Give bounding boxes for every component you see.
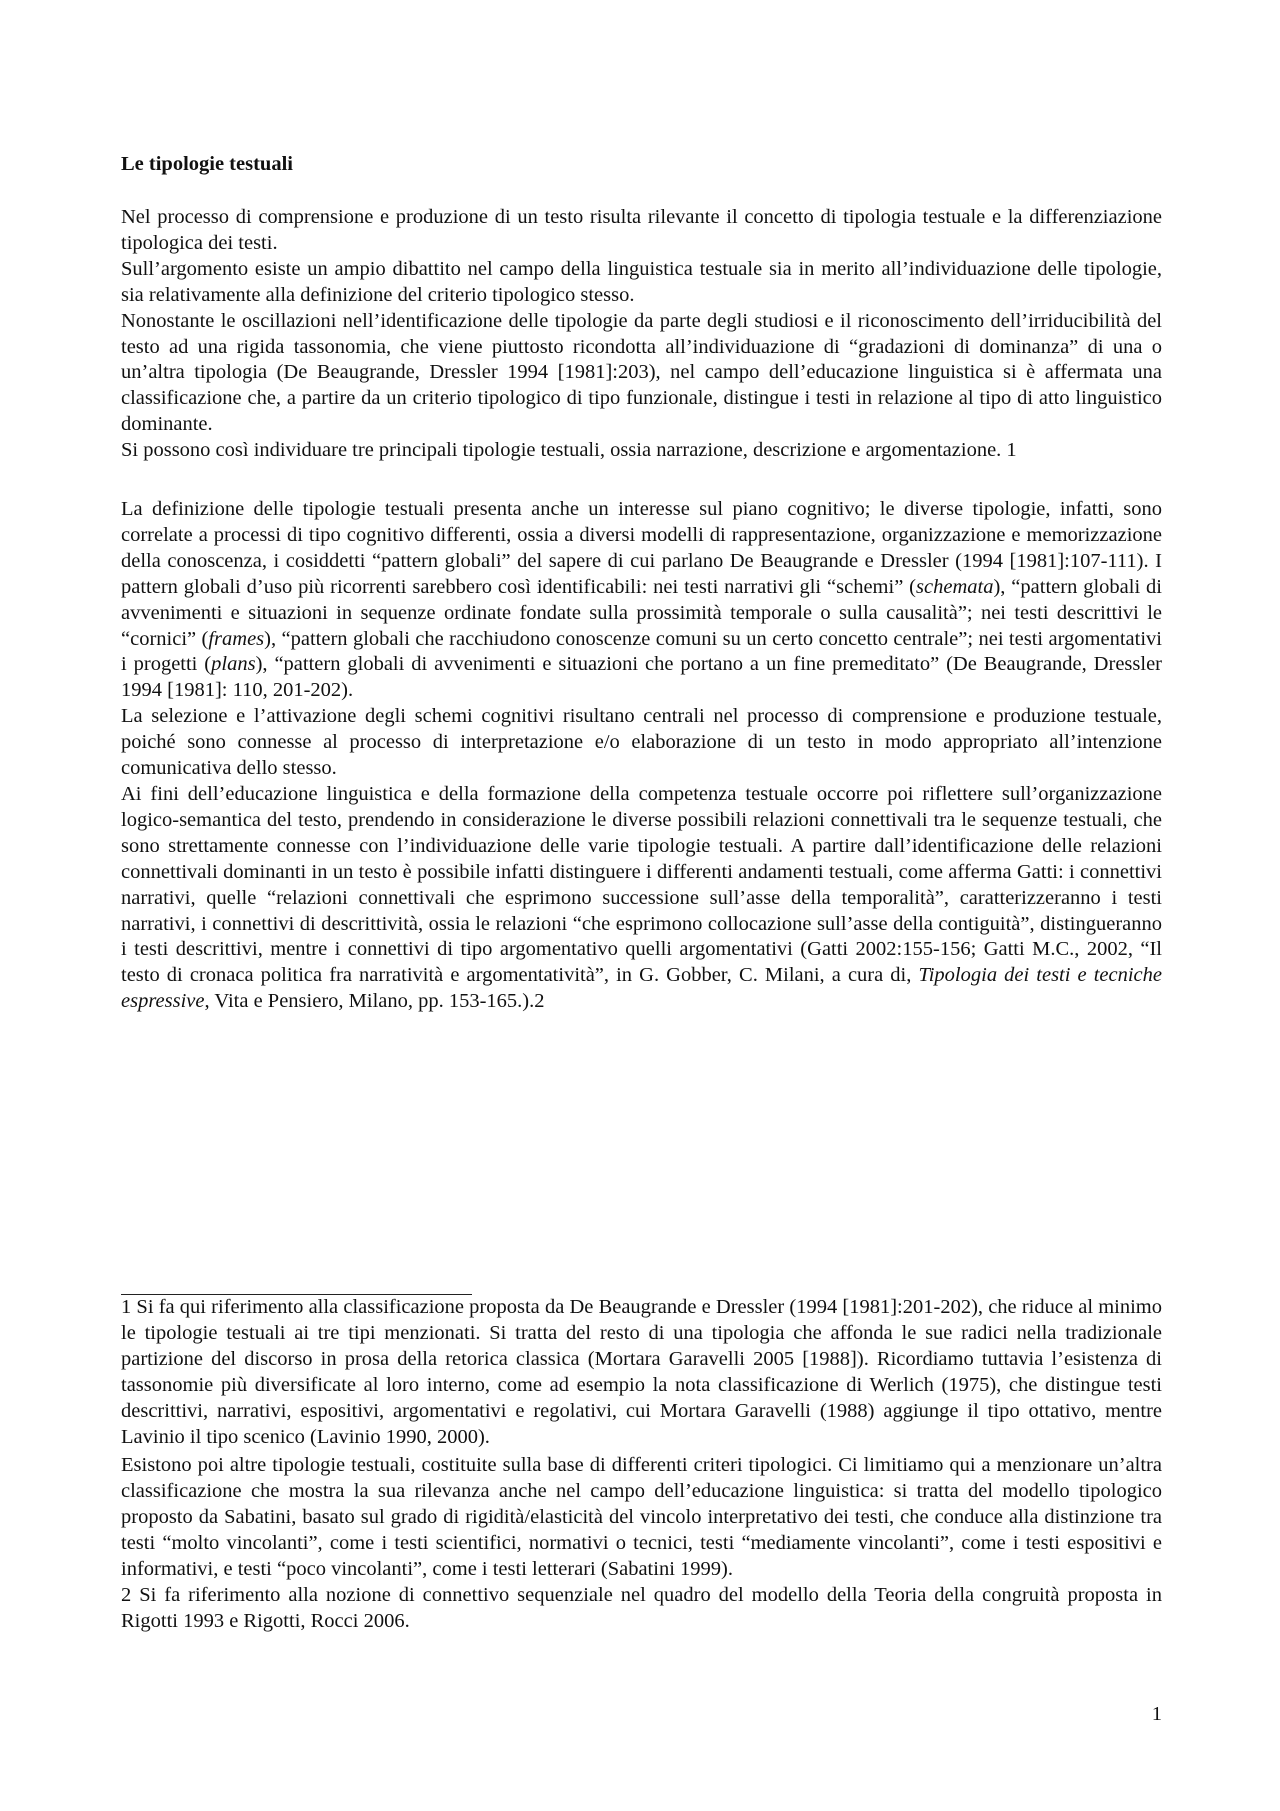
text-run: Ai fini dell’educazione linguistica e della formazione della competenza testuale occorre poi riflettere sull’organizzazione logico-semantica del testo, prendendo in considerazione le diverse possibili relazioni connettivali tra le sequenze testuali, che sono strettamente connesse con l’individuazione delle varie tipologie testuali. A partire dall’identificazione delle relazioni connettivali dominanti in un testo è possibile infatti distinguere i differenti andamenti testuali, come afferma Gatti: i connettivi narrativi, quelle “relazioni connettivali che esprimono successione sull’asse della temporalità”, caratterizzeranno i testi narrativi, i connettivi di descrittività, ossia le relazioni “che esprimono collocazione sull’asse della contiguità”, distingueranno i testi descrittivi, mentre i connettivi di tipo argomentativo quelli argomentativi (Gatti 2002:155-156; Gatti M.C., 2002, “Il testo di cronaca politica fra narratività e argomentatività”, in G. Gobber, C. Milani, a cura di,	[121, 782, 1162, 987]
section-title: Le tipologie testuali	[121, 153, 293, 175]
text-run: La definizione delle tipologie testuali presenta anche un interesse sul piano cognitivo; le diverse tipologie, infatti, sono correlate a processi di tipo cognitivo differenti, ossia a diversi modelli di rappresentazione, organizzazione e memorizzazione della conoscenza, i cosiddetti “pattern globali” del sapere di cui parlano De Beaugrande e Dressler (1994 [1981]:107-111). I pattern globali d’uso più ricorrenti sarebbero così identificabili: nei testi narrativi gli “schemi” (	[121, 498, 1162, 598]
intro-paragraph: Sull’argomento esiste un ampio dibattito nel campo della linguistica testuale sia in merito all’individuazione delle tipologie, sia relativamente alla definizione del criterio tipologico stesso.	[121, 257, 1162, 306]
intro-paragraph: Nonostante le oscillazioni nell’identificazione delle tipologie da parte degli studiosi e il riconoscimento dell’irriducibilità del testo ad una rigida tassonomia, che viene piuttosto ricondotta all’individuazione di “gradazioni di dominanza” di una o un’altra tipologia (De Beaugrande, Dressler 1994 [1981]:203), nel campo dell’educazione linguistica si è affermata una classificazione che, a partire da un criterio tipologico di tipo funzionale, distingue i testi in relazione al tipo di atto linguistico dominante.	[121, 309, 1162, 436]
italic-term-schemata: schemata	[916, 575, 994, 598]
footnote-1-continued: Esistono poi altre tipologie testuali, costituite sulla base di differenti criteri tipologici. Ci limitiamo qui a menzionare un’altra classificazione che mostra la sua rilevanza anche nel campo dell’educazione linguistica: si tratta del modello tipologico proposto da Sabatini, basato sul grado di rigidità/elasticità del vincolo interpretativo dei testi, che conduce alla distinzione tra testi “molto vincolanti”, come i testi scientifici, normativi o tecnici, testi “mediamente vincolanti”, come i testi espositivi e informativi, e testi “poco vincolanti”, come i testi letterari (Sabatini 1999).	[121, 1454, 1162, 1580]
intro-section	[121, 205, 1162, 464]
text-run: ), “pattern globali di avvenimenti e situazioni che portano a un fine premeditato” (De Beaugrande, Dressler 1994 [1981]: 110, 201-202).	[121, 653, 1162, 702]
body-paragraph-connectives	[121, 782, 1162, 1015]
body-paragraph-schemes: La selezione e l’attivazione degli schemi cognitivi risultano centrali nel processo di comprensione e produzione testuale, poiché sono connesse al processo di interpretazione e/o elaborazione di un testo in modo appropriato all’intenzione comunicativa dello stesso.	[121, 705, 1162, 780]
page-number: 1	[1151, 1703, 1162, 1725]
text-run: ), “pattern globali di avvenimenti e situazioni in sequenze ordinate fondate sulla prossimità temporale o sulla causalità”; nei testi descrittivi le “cornici” (	[121, 575, 1162, 650]
italic-term-frames: frames	[208, 627, 265, 650]
text-run: ), “pattern globali che racchiudono conoscenze comuni su un certo concetto centrale”; nei testi argomentativi i progetti (	[121, 627, 1162, 676]
italic-term-plans: plans	[211, 653, 256, 676]
intro-paragraph: Si possono così individuare tre principali tipologie testuali, ossia narrazione, descrizione e argomentazione. 1	[121, 439, 1017, 462]
italic-book-title: Tipologia dei testi e tecniche espressive	[121, 964, 1162, 1013]
footnote-2: 2 Si fa riferimento alla nozione di connettivo sequenziale nel quadro del modello della Teoria della congruità proposta in Rigotti 1993 e Rigotti, Rocci 2006.	[121, 1584, 1162, 1632]
text-run: , Vita e Pensiero, Milano, pp. 153-165.).2	[204, 990, 545, 1013]
footnotes-section	[121, 1294, 1162, 1634]
intro-paragraph: Nel processo di comprensione e produzione di un testo risulta rilevante il concetto di tipologia testuale e la differenziazione tipologica dei testi.	[121, 206, 1162, 254]
body-paragraph-cognitive	[121, 497, 1162, 704]
footnote-1: 1 Si fa qui riferimento alla classificazione proposta da De Beaugrande e Dressler (1994 [1981]:201-202), che riduce al minimo le tipologie testuali ai tre tipi menzionati. Si tratta del resto di una tipologia che affonda le sue radici nella tradizionale partizione del discorso in prosa della retorica classica (Mortara Garavelli 2005 [1988]). Ricordiamo tuttavia l’esistenza di tassonomie più diversificate al loro interno, come ad esempio la nota classificazione di Werlich (1975), che distingue testi descrittivi, narrativi, espositivi, argomentativi e regolativi, cui Mortara Garavelli (1988) aggiunge il tipo ottativo, mentre Lavinio il tipo scenico (Lavinio 1990, 2000).	[121, 1296, 1162, 1448]
main-section	[121, 497, 1162, 1015]
